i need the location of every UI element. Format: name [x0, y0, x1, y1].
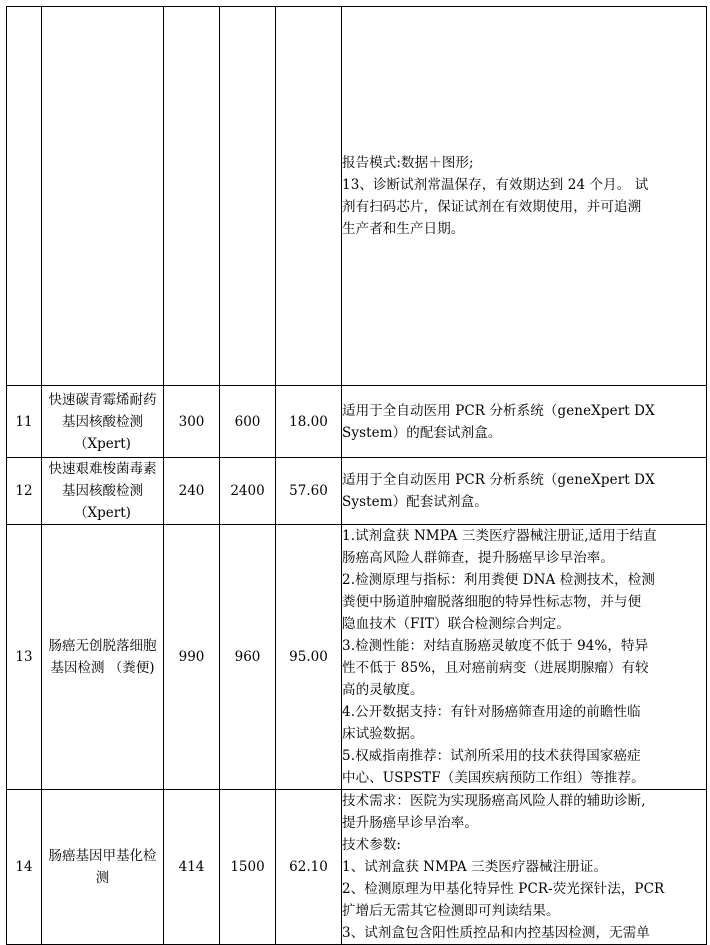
description-line: 2、检测原理为甲基化特异性 PCR-荧光探针法，PCR: [342, 881, 665, 897]
procurement-spec-table: [6, 6, 707, 945]
description-line: 适用于全自动医用 PCR 分析系统（geneXpert DX: [342, 402, 655, 419]
row-index-cell: 11: [7, 386, 42, 458]
description-line: 4.公开数据支持：有针对肠癌筛查用途的前瞻性临: [342, 704, 641, 720]
item-name-cell: 肠癌无创脱落细胞基因检测 （粪便): [42, 525, 164, 790]
price-cell: 95.00: [276, 525, 342, 790]
quantity-cell: 990: [164, 525, 220, 790]
description-line: System）的配套试剂盒。: [342, 424, 502, 441]
quantity-cell: [164, 7, 220, 386]
price-cell: 57.60: [276, 458, 342, 525]
description-line: 肠癌高风险人群筛查，提升肠癌早诊早治率。: [342, 550, 614, 566]
price-cell: [276, 7, 342, 386]
item-name-cell: [42, 7, 164, 386]
row-index-cell: 12: [7, 458, 42, 525]
item-name-cell: 快速艰难梭菌毒素基因核酸检测 （Xpert): [42, 458, 164, 525]
description-line: 技术参数:: [342, 837, 402, 853]
row-index-cell: 14: [7, 790, 42, 945]
description-cell: [342, 458, 707, 525]
description-line: 13、诊断试剂常温保存，有效期达到 24 个月。 试: [342, 177, 649, 193]
description-line: 生产者和生产日期。: [342, 221, 465, 237]
description-line: 性不低于 85%，且对癌前病变（进展期腺瘤）有较: [342, 660, 649, 676]
description-line: System）配套试剂盒。: [342, 494, 488, 510]
quantity-cell: 240: [164, 458, 220, 525]
description-line: 技术需求：医院为实现肠癌高风险人群的辅助诊断,: [342, 793, 646, 809]
amount-cell: [220, 7, 276, 386]
description-line: 1、试剂盒获 NMPA 三类医疗器械注册证。: [342, 859, 608, 875]
row-index-cell: 13: [7, 525, 42, 790]
description-line: 2.检测原理与指标：利用粪便 DNA 检测技术，检测: [342, 572, 655, 588]
description-line: 提升肠癌早诊早治率。: [342, 815, 478, 831]
row-index-cell: [7, 7, 42, 386]
table-row: [7, 386, 707, 458]
price-cell: 18.00: [276, 386, 342, 458]
description-line: 报告模式:数据＋图形;: [342, 155, 474, 171]
table-row: [7, 525, 707, 790]
amount-cell: 1500: [220, 790, 276, 945]
amount-cell: 600: [220, 386, 276, 458]
description-line: 5.权威指南推荐：试剂所采用的技术获得国家癌症: [342, 748, 641, 764]
item-name-cell: 肠癌基因甲基化检测: [42, 790, 164, 945]
description-cell: [342, 790, 707, 945]
description-line: 粪便中肠道肿瘤脱落细胞的特异性标志物，并与便: [342, 594, 642, 610]
description-cell: [342, 386, 707, 458]
description-line: 隐血技术（FIT）联合检测综合判定。: [342, 616, 571, 632]
description-line: 床试验数据。: [342, 726, 424, 742]
table-row: [7, 790, 707, 945]
description-cell: [342, 525, 707, 790]
description-line: 高的灵敏度。: [342, 682, 424, 698]
quantity-cell: 300: [164, 386, 220, 458]
table-row: [7, 458, 707, 525]
description-line: 中心、USPSTF（美国疾病预防工作组）等推荐。: [342, 770, 645, 786]
description-line: 剂有扫码芯片，保证试剂在有效期使用，并可追溯: [342, 199, 642, 215]
description-line: 适用于全自动医用 PCR 分析系统（geneXpert DX: [342, 472, 655, 488]
price-cell: 62.10: [276, 790, 342, 945]
description-line: 扩增后无需其它检测即可判读结果。: [342, 903, 560, 919]
description-line: 3.检测性能：对结直肠癌灵敏度不低于 94%，特异: [342, 638, 649, 654]
item-name-cell: 快速碳青霉烯耐药基因核酸检测 （Xpert): [42, 386, 164, 458]
description-line: 3、试剂盒包含阳性质控品和内控基因检测，无需单: [342, 925, 650, 941]
quantity-cell: 414: [164, 790, 220, 945]
amount-cell: 2400: [220, 458, 276, 525]
amount-cell: 960: [220, 525, 276, 790]
description-line: 1.试剂盒获 NMPA 三类医疗器械注册证,适用于结直: [342, 528, 657, 544]
table-row: [7, 7, 707, 386]
description-cell: [342, 7, 707, 386]
